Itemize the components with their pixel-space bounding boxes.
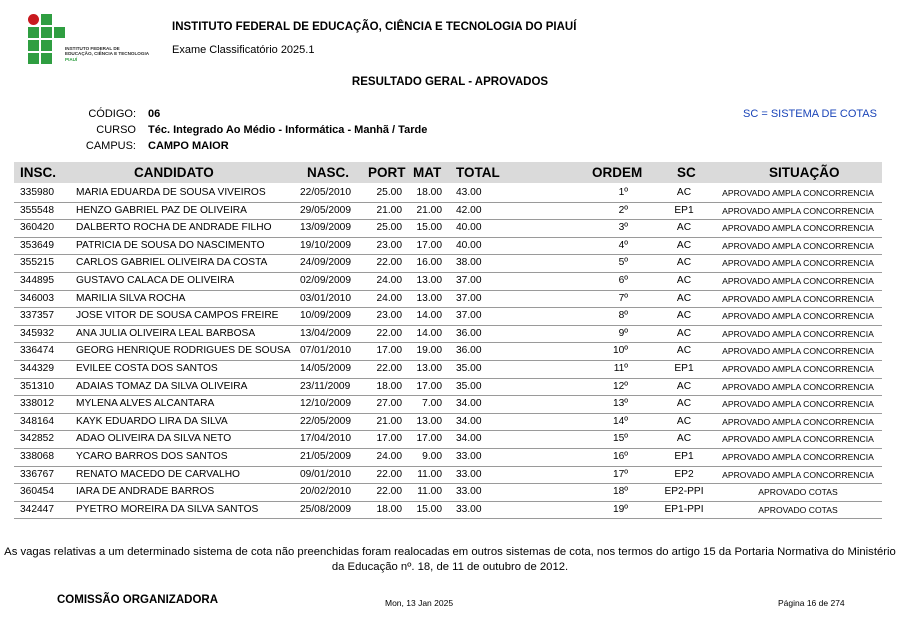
cell-port: 24.00: [376, 274, 402, 286]
cell-mat: 17.00: [416, 433, 442, 445]
institution-title: INSTITUTO FEDERAL DE EDUCAÇÃO, CIÊNCIA E TECNOLOGIA DO PIAUÍ: [172, 21, 577, 33]
cell-port: 17.00: [376, 433, 402, 445]
cell-situacao: APROVADO AMPLA CONCORRENCIA: [722, 275, 874, 286]
cell-insc: 355215: [20, 257, 54, 269]
table-row: [14, 431, 882, 449]
cell-mat: 13.00: [416, 415, 442, 427]
table-row: [14, 361, 882, 379]
cell-nasc: 10/09/2009: [300, 310, 351, 322]
cell-mat: 17.00: [416, 239, 442, 251]
cell-total: 38.00: [456, 257, 482, 269]
cell-situacao: APROVADO AMPLA CONCORRENCIA: [722, 223, 874, 234]
cell-ordem: 1º: [618, 187, 628, 198]
quota-note: As vagas relativas a um determinado sistema de cota não preenchidas foram realocadas em outros sistemas de cota, nos termos do artigo 15 da Portaria Normativa do Ministério da Educação nº. 18, de 11 de outubro de 2012.: [4, 546, 896, 573]
cell-candidato: JOSE VITOR DE SOUSA CAMPOS FREIRE: [76, 310, 279, 322]
cell-situacao: APROVADO AMPLA CONCORRENCIA: [722, 346, 874, 357]
cell-total: 43.00: [456, 187, 482, 198]
table-row: [14, 220, 882, 238]
cell-port: 21.00: [376, 415, 402, 427]
cell-candidato: ADAIAS TOMAZ DA SILVA OLIVEIRA: [76, 380, 248, 392]
cell-port: 25.00: [376, 222, 402, 234]
cell-ordem: 15º: [612, 433, 628, 445]
cell-mat: 14.00: [416, 310, 442, 322]
table-row: [14, 273, 882, 291]
cell-mat: 16.00: [416, 257, 442, 269]
cell-situacao: APROVADO AMPLA CONCORRENCIA: [722, 258, 874, 269]
cell-sc: AC: [676, 222, 692, 234]
cell-sc: AC: [676, 187, 692, 198]
cell-sc: AC: [676, 433, 692, 445]
cell-total: 34.00: [456, 433, 482, 445]
cell-mat: 15.00: [416, 222, 442, 234]
cell-ordem: 18º: [612, 486, 628, 498]
cell-insc: 344895: [20, 274, 54, 286]
table-row: [14, 502, 882, 520]
cell-ordem: 4º: [618, 239, 628, 251]
campus-value: CAMPO MAIOR: [148, 140, 229, 152]
cell-ordem: 5º: [618, 257, 628, 269]
cell-situacao: APROVADO AMPLA CONCORRENCIA: [722, 416, 874, 427]
codigo-value: 06: [148, 108, 161, 120]
footer-committee: COMISSÃO ORGANIZADORA: [57, 594, 218, 606]
header-mat: MAT: [413, 165, 442, 180]
cell-nasc: 17/04/2010: [300, 433, 351, 445]
cell-candidato: RENATO MACEDO DE CARVALHO: [76, 468, 240, 480]
codigo-label: CÓDIGO:: [88, 108, 136, 120]
cell-situacao: APROVADO AMPLA CONCORRENCIA: [722, 240, 874, 251]
cell-ordem: 14º: [612, 415, 628, 427]
cell-nasc: 03/01/2010: [300, 292, 351, 304]
cell-nasc: 02/09/2009: [300, 274, 351, 286]
header-port: PORT: [368, 165, 406, 180]
curso-label: CURSO: [96, 124, 136, 136]
cell-sc: AC: [676, 239, 692, 251]
table-row: [14, 308, 882, 326]
cell-candidato: EVILEE COSTA DOS SANTOS: [76, 362, 218, 374]
cell-insc: 360454: [20, 486, 54, 498]
table-row: [14, 379, 882, 397]
cell-sc: AC: [676, 398, 692, 410]
cell-nasc: 22/05/2010: [300, 187, 351, 198]
cell-nasc: 23/11/2009: [300, 380, 351, 392]
cell-port: 18.00: [376, 380, 402, 392]
cell-port: 22.00: [376, 362, 402, 374]
cell-nasc: 09/01/2010: [300, 468, 351, 480]
cell-insc: 336767: [20, 468, 54, 480]
cell-candidato: IARA DE ANDRADE BARROS: [76, 486, 215, 498]
cell-ordem: 16º: [612, 450, 628, 462]
cell-port: 23.00: [376, 310, 402, 322]
cell-situacao: APROVADO AMPLA CONCORRENCIA: [722, 328, 874, 339]
result-title: RESULTADO GERAL - APROVADOS: [351, 76, 549, 88]
cell-insc: 342447: [20, 503, 54, 515]
cell-port: 21.00: [376, 204, 402, 216]
cell-ordem: 11º: [613, 362, 628, 374]
table-row: [14, 291, 882, 309]
cell-insc: 344329: [20, 362, 54, 374]
cell-mat: 18.00: [416, 187, 442, 198]
cell-mat: 13.00: [416, 362, 442, 374]
cell-mat: 9.00: [422, 450, 442, 462]
cell-sc: AC: [676, 327, 692, 339]
cell-insc: 355548: [20, 204, 54, 216]
cell-situacao: APROVADO COTAS: [758, 487, 838, 498]
cell-total: 34.00: [456, 398, 482, 410]
cell-candidato: KAYK EDUARDO LIRA DA SILVA: [76, 415, 228, 427]
cell-candidato: MARILIA SILVA ROCHA: [76, 292, 186, 304]
curso-value: Téc. Integrado Ao Médio - Informática - Manhã / Tarde: [148, 124, 428, 136]
cell-port: 24.00: [376, 450, 402, 462]
table-row: [14, 484, 882, 502]
cell-nasc: 29/05/2009: [300, 204, 351, 216]
cell-candidato: DALBERTO ROCHA DE ANDRADE FILHO: [76, 222, 272, 234]
cell-mat: 17.00: [416, 380, 442, 392]
cell-sc: AC: [676, 274, 692, 286]
cell-total: 40.00: [456, 239, 482, 251]
cell-situacao: APROVADO AMPLA CONCORRENCIA: [722, 469, 874, 480]
cell-total: 36.00: [456, 345, 482, 357]
cell-sc: EP1: [674, 204, 694, 216]
header-ordem: ORDEM: [592, 165, 643, 180]
header-situacao: SITUAÇÃO: [769, 165, 840, 180]
cell-total: 34.00: [456, 415, 482, 427]
cell-ordem: 19º: [612, 503, 628, 515]
cell-mat: 19.00: [416, 345, 442, 357]
header-candidato: CANDIDATO: [134, 165, 214, 180]
cell-ordem: 3º: [618, 222, 628, 234]
cell-ordem: 13º: [612, 398, 628, 410]
cell-mat: 11.00: [417, 486, 442, 498]
cell-nasc: 24/09/2009: [300, 257, 351, 269]
cell-ordem: 2º: [618, 204, 628, 216]
campus-label: CAMPUS:: [85, 140, 136, 152]
cell-situacao: APROVADO AMPLA CONCORRENCIA: [722, 188, 874, 198]
cell-total: 33.00: [456, 486, 482, 498]
cell-situacao: APROVADO AMPLA CONCORRENCIA: [722, 293, 874, 304]
cell-port: 17.00: [376, 345, 402, 357]
cell-candidato: ANA JULIA OLIVEIRA LEAL BARBOSA: [76, 327, 256, 339]
header-total: TOTAL: [456, 165, 500, 180]
table-row: [14, 449, 882, 467]
cell-nasc: 13/04/2009: [300, 327, 351, 339]
cell-nasc: 21/05/2009: [300, 450, 351, 462]
sc-legend: SC = SISTEMA DE COTAS: [743, 108, 877, 120]
cell-nasc: 07/01/2010: [300, 345, 351, 357]
footer-date: Mon, 13 Jan 2025: [385, 598, 454, 608]
cell-sc: EP1: [674, 450, 694, 462]
cell-candidato: PATRICIA DE SOUSA DO NASCIMENTO: [76, 239, 265, 251]
cell-insc: 348164: [20, 415, 54, 427]
cell-candidato: ADAO OLIVEIRA DA SILVA NETO: [76, 433, 232, 445]
cell-mat: 15.00: [416, 503, 442, 515]
cell-port: 27.00: [376, 398, 402, 410]
cell-ordem: 12º: [612, 380, 628, 392]
cell-insc: 335980: [20, 187, 54, 198]
cell-sc: AC: [676, 415, 692, 427]
cell-situacao: APROVADO AMPLA CONCORRENCIA: [722, 205, 874, 216]
cell-candidato: GUSTAVO CALACA DE OLIVEIRA: [76, 274, 235, 286]
cell-insc: 342852: [20, 433, 54, 445]
table-row: [14, 185, 882, 203]
cell-situacao: APROVADO AMPLA CONCORRENCIA: [722, 434, 874, 445]
cell-insc: 353649: [20, 239, 54, 251]
cell-total: 36.00: [456, 327, 482, 339]
cell-nasc: 20/02/2010: [300, 486, 351, 498]
cell-mat: 13.00: [416, 292, 442, 304]
table-row: [14, 414, 882, 432]
table-row: [14, 203, 882, 221]
cell-sc: EP1-PPI: [664, 503, 704, 515]
cell-port: 22.00: [376, 327, 402, 339]
cell-port: 22.00: [376, 486, 402, 498]
cell-candidato: YCARO BARROS DOS SANTOS: [76, 450, 228, 462]
cell-total: 42.00: [456, 204, 482, 216]
table-row: [14, 467, 882, 485]
footer-page: Página 16 de 274: [778, 598, 845, 608]
cell-port: 23.00: [376, 239, 402, 251]
cell-total: 35.00: [456, 362, 482, 374]
header-insc: INSC.: [20, 165, 57, 180]
cell-insc: 338012: [20, 398, 54, 410]
cell-nasc: 14/05/2009: [300, 362, 351, 374]
table-row: [14, 326, 882, 344]
cell-ordem: 17º: [612, 468, 628, 480]
cell-port: 25.00: [376, 187, 402, 198]
cell-candidato: GEORG HENRIQUE RODRIGUES DE SOUSA: [76, 345, 291, 357]
cell-total: 37.00: [456, 274, 482, 286]
cell-total: 33.00: [456, 468, 482, 480]
cell-ordem: 6º: [618, 274, 628, 286]
cell-insc: 360420: [20, 222, 54, 234]
cell-candidato: CARLOS GABRIEL OLIVEIRA DA COSTA: [76, 257, 268, 269]
cell-port: 22.00: [376, 257, 402, 269]
cell-ordem: 8º: [618, 310, 628, 322]
table-header: [14, 162, 882, 183]
cell-sc: AC: [676, 292, 692, 304]
cell-ordem: 9º: [618, 327, 628, 339]
table-row: [14, 343, 882, 361]
header-sc: SC: [677, 165, 696, 180]
header-nasc: NASC.: [307, 165, 350, 180]
cell-sc: AC: [676, 257, 692, 269]
cell-candidato: HENZO GABRIEL PAZ DE OLIVEIRA: [76, 204, 247, 216]
table-row: [14, 255, 882, 273]
cell-candidato: PYETRO MOREIRA DA SILVA SANTOS: [76, 503, 259, 515]
cell-sc: EP1: [674, 362, 694, 374]
cell-insc: 351310: [20, 380, 54, 392]
cell-mat: 14.00: [416, 327, 442, 339]
cell-nasc: 19/10/2009: [300, 239, 351, 251]
exam-subtitle: Exame Classificatório 2025.1: [172, 44, 315, 56]
cell-situacao: APROVADO COTAS: [758, 504, 838, 515]
cell-mat: 11.00: [417, 468, 442, 480]
cell-candidato: MARIA EDUARDA DE SOUSA VIVEIROS: [76, 187, 266, 198]
cell-total: 37.00: [456, 292, 482, 304]
table-row: [14, 396, 882, 414]
cell-port: 18.00: [376, 503, 402, 515]
cell-nasc: 22/05/2009: [300, 415, 351, 427]
cell-sc: AC: [676, 310, 692, 322]
logo-text: INSTITUTO FEDERAL DE EDUCAÇÃO, CIÊNCIA E TECNOLOGIA PIAUÍ: [65, 46, 150, 62]
cell-ordem: 7º: [618, 292, 628, 304]
cell-insc: 346003: [20, 292, 54, 304]
cell-ordem: 10º: [612, 345, 628, 357]
cell-total: 35.00: [456, 380, 482, 392]
cell-situacao: APROVADO AMPLA CONCORRENCIA: [722, 399, 874, 410]
cell-nasc: 12/10/2009: [300, 398, 351, 410]
cell-situacao: APROVADO AMPLA CONCORRENCIA: [722, 311, 874, 322]
cell-nasc: 13/09/2009: [300, 222, 351, 234]
results-table: [14, 185, 882, 519]
cell-mat: 13.00: [416, 274, 442, 286]
cell-insc: 336474: [20, 345, 54, 357]
cell-mat: 7.00: [422, 398, 442, 410]
cell-situacao: APROVADO AMPLA CONCORRENCIA: [722, 451, 874, 462]
logo-grid-icon: [28, 14, 68, 66]
cell-situacao: APROVADO AMPLA CONCORRENCIA: [722, 381, 874, 392]
cell-sc: EP2-PPI: [664, 486, 704, 498]
cell-total: 40.00: [456, 222, 482, 234]
cell-sc: EP2: [674, 468, 694, 480]
cell-port: 24.00: [376, 292, 402, 304]
ifpi-logo: [28, 14, 158, 70]
cell-sc: AC: [676, 345, 692, 357]
cell-total: 37.00: [456, 310, 482, 322]
cell-mat: 21.00: [416, 204, 442, 216]
cell-insc: 345932: [20, 327, 54, 339]
cell-insc: 337357: [20, 310, 54, 322]
cell-port: 22.00: [376, 468, 402, 480]
cell-candidato: MYLENA ALVES ALCANTARA: [76, 398, 215, 410]
cell-situacao: APROVADO AMPLA CONCORRENCIA: [722, 363, 874, 374]
table-row: [14, 238, 882, 256]
cell-total: 33.00: [456, 503, 482, 515]
cell-total: 33.00: [456, 450, 482, 462]
cell-sc: AC: [676, 380, 692, 392]
cell-nasc: 25/08/2009: [300, 503, 351, 515]
cell-insc: 338068: [20, 450, 54, 462]
